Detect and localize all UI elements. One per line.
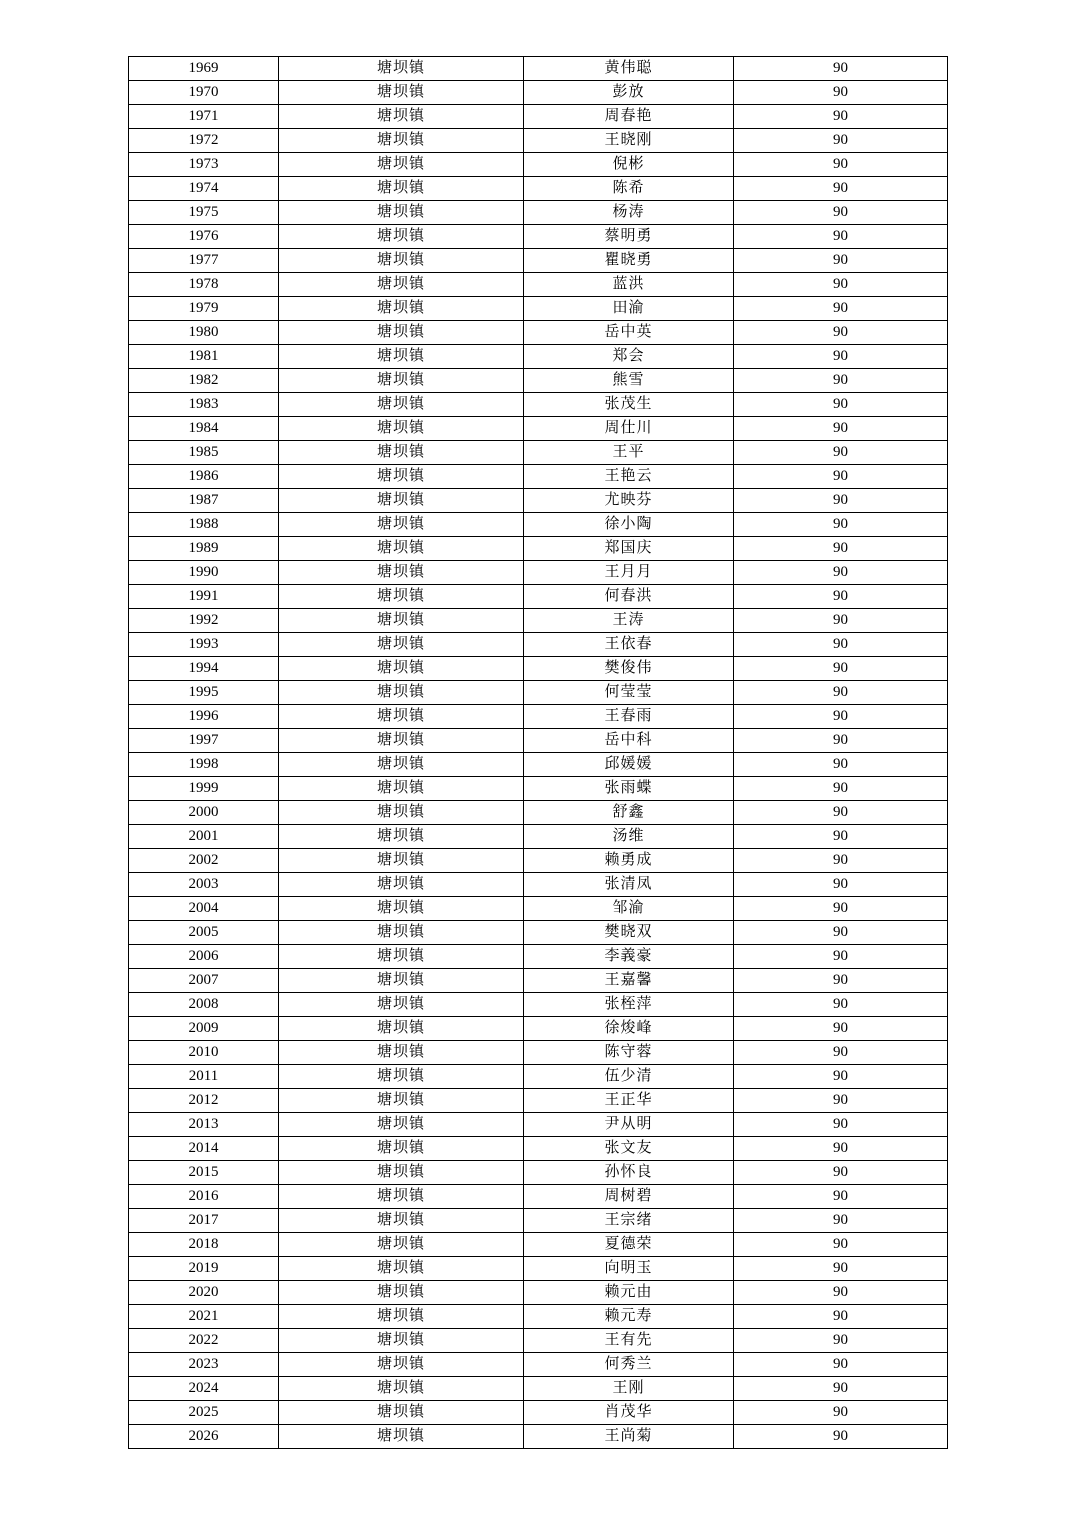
cell-sequence-number: 1969 [129, 57, 279, 81]
cell-town: 塘坝镇 [279, 1065, 524, 1089]
cell-score: 90 [734, 657, 948, 681]
cell-sequence-number: 1997 [129, 729, 279, 753]
cell-town: 塘坝镇 [279, 945, 524, 969]
cell-score: 90 [734, 1161, 948, 1185]
cell-town: 塘坝镇 [279, 1113, 524, 1137]
cell-score: 90 [734, 1185, 948, 1209]
cell-sequence-number: 2003 [129, 873, 279, 897]
cell-sequence-number: 1987 [129, 489, 279, 513]
cell-score: 90 [734, 729, 948, 753]
cell-score: 90 [734, 681, 948, 705]
table-row [129, 369, 948, 393]
cell-sequence-number: 1985 [129, 441, 279, 465]
cell-score: 90 [734, 945, 948, 969]
roster-table [128, 56, 948, 1449]
cell-person-name: 王晓刚 [524, 129, 734, 153]
cell-person-name: 王宗绪 [524, 1209, 734, 1233]
cell-town: 塘坝镇 [279, 1377, 524, 1401]
cell-sequence-number: 1991 [129, 585, 279, 609]
cell-score: 90 [734, 297, 948, 321]
table-row [129, 1353, 948, 1377]
cell-sequence-number: 1983 [129, 393, 279, 417]
cell-person-name: 田渝 [524, 297, 734, 321]
cell-person-name: 王刚 [524, 1377, 734, 1401]
table-row [129, 105, 948, 129]
cell-town: 塘坝镇 [279, 993, 524, 1017]
cell-sequence-number: 2000 [129, 801, 279, 825]
cell-sequence-number: 1990 [129, 561, 279, 585]
cell-sequence-number: 1975 [129, 201, 279, 225]
cell-sequence-number: 2024 [129, 1377, 279, 1401]
cell-sequence-number: 1998 [129, 753, 279, 777]
cell-score: 90 [734, 129, 948, 153]
cell-score: 90 [734, 489, 948, 513]
cell-town: 塘坝镇 [279, 1185, 524, 1209]
cell-person-name: 尤映芬 [524, 489, 734, 513]
cell-score: 90 [734, 105, 948, 129]
cell-person-name: 周春艳 [524, 105, 734, 129]
table-row [129, 897, 948, 921]
cell-town: 塘坝镇 [279, 561, 524, 585]
cell-town: 塘坝镇 [279, 489, 524, 513]
cell-sequence-number: 1989 [129, 537, 279, 561]
cell-town: 塘坝镇 [279, 1281, 524, 1305]
cell-sequence-number: 2004 [129, 897, 279, 921]
table-row [129, 321, 948, 345]
cell-person-name: 倪彬 [524, 153, 734, 177]
cell-score: 90 [734, 249, 948, 273]
cell-score: 90 [734, 1353, 948, 1377]
cell-sequence-number: 2010 [129, 1041, 279, 1065]
cell-person-name: 郑国庆 [524, 537, 734, 561]
cell-person-name: 孙怀良 [524, 1161, 734, 1185]
table-row [129, 609, 948, 633]
cell-sequence-number: 2020 [129, 1281, 279, 1305]
cell-score: 90 [734, 393, 948, 417]
cell-sequence-number: 2005 [129, 921, 279, 945]
table-row [129, 753, 948, 777]
table-row [129, 825, 948, 849]
cell-score: 90 [734, 465, 948, 489]
cell-town: 塘坝镇 [279, 345, 524, 369]
cell-score: 90 [734, 321, 948, 345]
cell-town: 塘坝镇 [279, 657, 524, 681]
table-row [129, 1305, 948, 1329]
cell-person-name: 张清凤 [524, 873, 734, 897]
cell-town: 塘坝镇 [279, 297, 524, 321]
table-row [129, 177, 948, 201]
cell-score: 90 [734, 1281, 948, 1305]
table-row [129, 537, 948, 561]
cell-town: 塘坝镇 [279, 57, 524, 81]
cell-score: 90 [734, 1137, 948, 1161]
cell-score: 90 [734, 1065, 948, 1089]
cell-sequence-number: 2023 [129, 1353, 279, 1377]
cell-sequence-number: 2017 [129, 1209, 279, 1233]
table-row [129, 1377, 948, 1401]
cell-person-name: 黄伟聪 [524, 57, 734, 81]
cell-person-name: 伍少清 [524, 1065, 734, 1089]
table-row [129, 945, 948, 969]
cell-score: 90 [734, 1233, 948, 1257]
cell-sequence-number: 2021 [129, 1305, 279, 1329]
cell-sequence-number: 1971 [129, 105, 279, 129]
cell-score: 90 [734, 1425, 948, 1449]
cell-sequence-number: 2015 [129, 1161, 279, 1185]
table-row [129, 585, 948, 609]
cell-town: 塘坝镇 [279, 969, 524, 993]
cell-sequence-number: 2007 [129, 969, 279, 993]
cell-score: 90 [734, 993, 948, 1017]
cell-town: 塘坝镇 [279, 321, 524, 345]
table-row [129, 873, 948, 897]
table-row [129, 417, 948, 441]
cell-town: 塘坝镇 [279, 753, 524, 777]
cell-sequence-number: 2012 [129, 1089, 279, 1113]
cell-town: 塘坝镇 [279, 369, 524, 393]
cell-score: 90 [734, 873, 948, 897]
cell-score: 90 [734, 273, 948, 297]
cell-town: 塘坝镇 [279, 465, 524, 489]
cell-person-name: 赖勇成 [524, 849, 734, 873]
table-row [129, 297, 948, 321]
cell-town: 塘坝镇 [279, 249, 524, 273]
cell-town: 塘坝镇 [279, 873, 524, 897]
cell-person-name: 王艳云 [524, 465, 734, 489]
cell-score: 90 [734, 1089, 948, 1113]
cell-sequence-number: 2009 [129, 1017, 279, 1041]
table-row [129, 729, 948, 753]
cell-person-name: 瞿晓勇 [524, 249, 734, 273]
cell-sequence-number: 1980 [129, 321, 279, 345]
roster-table-body [129, 57, 948, 1449]
cell-person-name: 徐焌峰 [524, 1017, 734, 1041]
cell-person-name: 周仕川 [524, 417, 734, 441]
cell-sequence-number: 1995 [129, 681, 279, 705]
cell-town: 塘坝镇 [279, 1137, 524, 1161]
cell-score: 90 [734, 57, 948, 81]
cell-sequence-number: 1974 [129, 177, 279, 201]
cell-town: 塘坝镇 [279, 849, 524, 873]
cell-town: 塘坝镇 [279, 1209, 524, 1233]
cell-person-name: 郑会 [524, 345, 734, 369]
cell-person-name: 肖茂华 [524, 1401, 734, 1425]
table-row [129, 201, 948, 225]
cell-sequence-number: 1992 [129, 609, 279, 633]
cell-person-name: 张文友 [524, 1137, 734, 1161]
cell-town: 塘坝镇 [279, 1041, 524, 1065]
cell-score: 90 [734, 585, 948, 609]
cell-sequence-number: 1978 [129, 273, 279, 297]
cell-town: 塘坝镇 [279, 1305, 524, 1329]
table-row [129, 1281, 948, 1305]
cell-person-name: 邹渝 [524, 897, 734, 921]
table-row [129, 225, 948, 249]
cell-town: 塘坝镇 [279, 1257, 524, 1281]
cell-score: 90 [734, 1209, 948, 1233]
cell-town: 塘坝镇 [279, 921, 524, 945]
cell-score: 90 [734, 801, 948, 825]
cell-person-name: 周树碧 [524, 1185, 734, 1209]
cell-sequence-number: 1994 [129, 657, 279, 681]
cell-person-name: 王正华 [524, 1089, 734, 1113]
cell-town: 塘坝镇 [279, 177, 524, 201]
table-row [129, 489, 948, 513]
table-row [129, 1065, 948, 1089]
cell-sequence-number: 2006 [129, 945, 279, 969]
cell-score: 90 [734, 177, 948, 201]
cell-sequence-number: 1979 [129, 297, 279, 321]
table-row [129, 513, 948, 537]
cell-town: 塘坝镇 [279, 1425, 524, 1449]
cell-sequence-number: 2022 [129, 1329, 279, 1353]
cell-score: 90 [734, 345, 948, 369]
cell-town: 塘坝镇 [279, 417, 524, 441]
cell-person-name: 王有先 [524, 1329, 734, 1353]
cell-town: 塘坝镇 [279, 1089, 524, 1113]
table-row [129, 1041, 948, 1065]
cell-score: 90 [734, 1377, 948, 1401]
table-row [129, 1233, 948, 1257]
cell-score: 90 [734, 705, 948, 729]
cell-person-name: 蔡明勇 [524, 225, 734, 249]
table-row [129, 345, 948, 369]
table-row [129, 1113, 948, 1137]
cell-sequence-number: 2014 [129, 1137, 279, 1161]
table-row [129, 465, 948, 489]
cell-sequence-number: 1993 [129, 633, 279, 657]
cell-person-name: 蓝洪 [524, 273, 734, 297]
cell-person-name: 陈守蓉 [524, 1041, 734, 1065]
cell-person-name: 赖元由 [524, 1281, 734, 1305]
table-row [129, 705, 948, 729]
cell-person-name: 杨涛 [524, 201, 734, 225]
cell-person-name: 陈希 [524, 177, 734, 201]
cell-person-name: 王依春 [524, 633, 734, 657]
table-row [129, 1017, 948, 1041]
cell-town: 塘坝镇 [279, 729, 524, 753]
cell-sequence-number: 1981 [129, 345, 279, 369]
cell-score: 90 [734, 1257, 948, 1281]
cell-town: 塘坝镇 [279, 1401, 524, 1425]
cell-score: 90 [734, 225, 948, 249]
table-row [129, 1161, 948, 1185]
table-row [129, 1329, 948, 1353]
cell-town: 塘坝镇 [279, 153, 524, 177]
cell-sequence-number: 1988 [129, 513, 279, 537]
cell-town: 塘坝镇 [279, 1233, 524, 1257]
cell-town: 塘坝镇 [279, 81, 524, 105]
cell-person-name: 王春雨 [524, 705, 734, 729]
cell-score: 90 [734, 1113, 948, 1137]
cell-town: 塘坝镇 [279, 129, 524, 153]
cell-sequence-number: 1999 [129, 777, 279, 801]
cell-person-name: 张桎萍 [524, 993, 734, 1017]
cell-score: 90 [734, 369, 948, 393]
cell-town: 塘坝镇 [279, 897, 524, 921]
table-row [129, 273, 948, 297]
table-row [129, 801, 948, 825]
cell-sequence-number: 2019 [129, 1257, 279, 1281]
cell-score: 90 [734, 849, 948, 873]
cell-person-name: 王月月 [524, 561, 734, 585]
cell-score: 90 [734, 417, 948, 441]
cell-sequence-number: 1977 [129, 249, 279, 273]
cell-sequence-number: 2013 [129, 1113, 279, 1137]
cell-sequence-number: 1986 [129, 465, 279, 489]
cell-person-name: 岳中英 [524, 321, 734, 345]
cell-person-name: 王尚菊 [524, 1425, 734, 1449]
cell-sequence-number: 1984 [129, 417, 279, 441]
cell-person-name: 熊雪 [524, 369, 734, 393]
cell-person-name: 王平 [524, 441, 734, 465]
cell-sequence-number: 2011 [129, 1065, 279, 1089]
cell-sequence-number: 2001 [129, 825, 279, 849]
cell-sequence-number: 2025 [129, 1401, 279, 1425]
table-row [129, 1401, 948, 1425]
cell-town: 塘坝镇 [279, 681, 524, 705]
cell-score: 90 [734, 897, 948, 921]
cell-town: 塘坝镇 [279, 609, 524, 633]
table-row [129, 1185, 948, 1209]
cell-sequence-number: 2002 [129, 849, 279, 873]
table-row [129, 1257, 948, 1281]
table-row [129, 993, 948, 1017]
cell-person-name: 彭放 [524, 81, 734, 105]
cell-score: 90 [734, 1305, 948, 1329]
table-row [129, 1425, 948, 1449]
table-row [129, 633, 948, 657]
cell-score: 90 [734, 561, 948, 585]
cell-person-name: 何莹莹 [524, 681, 734, 705]
cell-town: 塘坝镇 [279, 1353, 524, 1377]
cell-sequence-number: 1976 [129, 225, 279, 249]
cell-sequence-number: 2018 [129, 1233, 279, 1257]
cell-score: 90 [734, 777, 948, 801]
cell-sequence-number: 1970 [129, 81, 279, 105]
cell-sequence-number: 1972 [129, 129, 279, 153]
table-row [129, 921, 948, 945]
cell-score: 90 [734, 921, 948, 945]
cell-town: 塘坝镇 [279, 513, 524, 537]
cell-sequence-number: 1996 [129, 705, 279, 729]
cell-person-name: 何秀兰 [524, 1353, 734, 1377]
cell-town: 塘坝镇 [279, 441, 524, 465]
cell-score: 90 [734, 825, 948, 849]
table-row [129, 249, 948, 273]
cell-sequence-number: 2026 [129, 1425, 279, 1449]
table-row [129, 849, 948, 873]
cell-sequence-number: 2016 [129, 1185, 279, 1209]
cell-town: 塘坝镇 [279, 537, 524, 561]
cell-person-name: 岳中科 [524, 729, 734, 753]
cell-person-name: 徐小陶 [524, 513, 734, 537]
table-row [129, 681, 948, 705]
cell-score: 90 [734, 969, 948, 993]
table-row [129, 1137, 948, 1161]
cell-person-name: 夏德荣 [524, 1233, 734, 1257]
cell-person-name: 尹从明 [524, 1113, 734, 1137]
cell-person-name: 张茂生 [524, 393, 734, 417]
cell-town: 塘坝镇 [279, 585, 524, 609]
cell-town: 塘坝镇 [279, 1017, 524, 1041]
cell-sequence-number: 1973 [129, 153, 279, 177]
cell-town: 塘坝镇 [279, 1329, 524, 1353]
table-row [129, 1209, 948, 1233]
cell-score: 90 [734, 1401, 948, 1425]
cell-town: 塘坝镇 [279, 825, 524, 849]
cell-sequence-number: 1982 [129, 369, 279, 393]
table-row [129, 57, 948, 81]
cell-score: 90 [734, 1017, 948, 1041]
cell-sequence-number: 2008 [129, 993, 279, 1017]
cell-person-name: 张雨蝶 [524, 777, 734, 801]
cell-score: 90 [734, 633, 948, 657]
cell-town: 塘坝镇 [279, 777, 524, 801]
cell-town: 塘坝镇 [279, 273, 524, 297]
table-row [129, 969, 948, 993]
cell-town: 塘坝镇 [279, 633, 524, 657]
cell-person-name: 汤维 [524, 825, 734, 849]
cell-person-name: 何春洪 [524, 585, 734, 609]
table-row [129, 1089, 948, 1113]
table-row [129, 393, 948, 417]
cell-score: 90 [734, 81, 948, 105]
table-row [129, 657, 948, 681]
table-row [129, 777, 948, 801]
cell-score: 90 [734, 513, 948, 537]
cell-town: 塘坝镇 [279, 225, 524, 249]
cell-person-name: 王嘉馨 [524, 969, 734, 993]
table-row [129, 81, 948, 105]
cell-town: 塘坝镇 [279, 105, 524, 129]
cell-town: 塘坝镇 [279, 801, 524, 825]
cell-person-name: 向明玉 [524, 1257, 734, 1281]
table-row [129, 561, 948, 585]
cell-score: 90 [734, 537, 948, 561]
cell-town: 塘坝镇 [279, 393, 524, 417]
cell-town: 塘坝镇 [279, 705, 524, 729]
cell-score: 90 [734, 201, 948, 225]
cell-town: 塘坝镇 [279, 1161, 524, 1185]
cell-person-name: 舒鑫 [524, 801, 734, 825]
table-row [129, 129, 948, 153]
cell-score: 90 [734, 1041, 948, 1065]
cell-person-name: 赖元寿 [524, 1305, 734, 1329]
cell-score: 90 [734, 153, 948, 177]
cell-person-name: 李義豪 [524, 945, 734, 969]
cell-person-name: 樊晓双 [524, 921, 734, 945]
cell-town: 塘坝镇 [279, 201, 524, 225]
cell-score: 90 [734, 753, 948, 777]
table-row [129, 441, 948, 465]
cell-score: 90 [734, 441, 948, 465]
cell-score: 90 [734, 609, 948, 633]
cell-score: 90 [734, 1329, 948, 1353]
table-row [129, 153, 948, 177]
cell-person-name: 樊俊伟 [524, 657, 734, 681]
cell-person-name: 邱媛媛 [524, 753, 734, 777]
cell-person-name: 王涛 [524, 609, 734, 633]
